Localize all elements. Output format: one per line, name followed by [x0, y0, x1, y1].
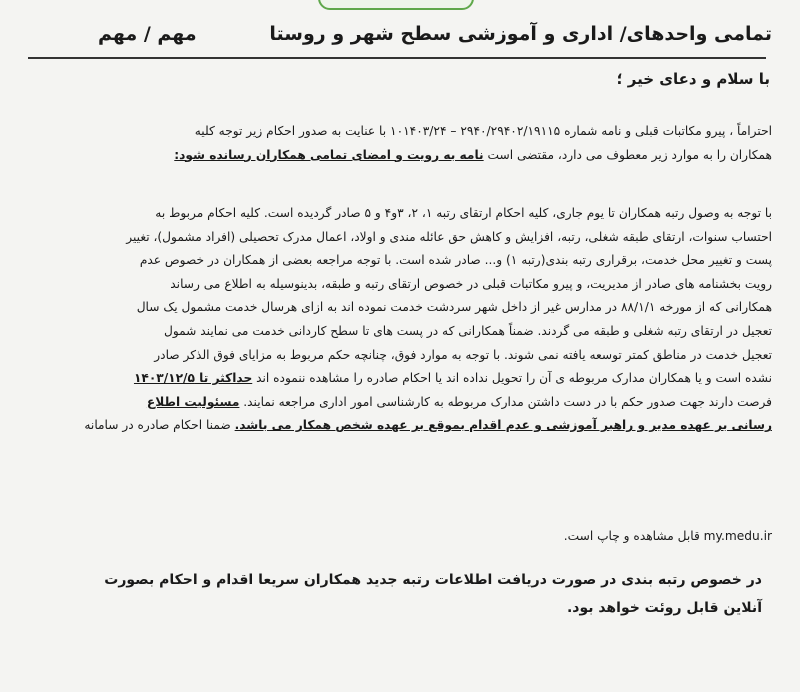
- paragraph-line: با توجه به وصول رتبه همکاران تا یوم جاری، کلیه احکام ارتقای رتبه ۱، ۲، ۳و۴ و ۵ صادر گردیده است. کلیه احکام مربوط به: [155, 206, 772, 220]
- paragraph-body: [28, 202, 772, 438]
- paragraph-text: همکاران را به موارد زیر معطوف می دارد، مقتضی است: [487, 147, 772, 162]
- paragraph-text: ضمنا احکام صادره در سامانه: [84, 418, 231, 433]
- letter-header: [28, 18, 772, 50]
- portal-domain: my.medu.ir: [703, 529, 772, 543]
- greeting: با سلام و دعای خیر ؛: [616, 70, 770, 88]
- paragraph-line: همکارانی که از مورخه ۸۸/۱/۱ در مدارس غیر از داخل شهر سردشت خدمت نموده اند به ازای هرسال خدمت مشمول یک سال: [136, 300, 772, 315]
- recipient-heading: تمامی واحدهای/ اداری و آموزشی سطح شهر و روستا: [269, 23, 772, 45]
- deadline-emphasis: حداکثر تا ۱۴۰۳/۱۲/۵: [133, 371, 253, 386]
- responsibility-emphasis-continued: رسانی بر عهده مدیر و راهبر آموزشی و عدم اقدام بموقع بر عهده شخص همکار می باشد.: [234, 418, 772, 433]
- paragraph-line: [28, 144, 772, 168]
- top-tab-decoration: [318, 0, 474, 10]
- paragraph-line: رویت بخشنامه های صادر از مدیریت، و پیرو مکاتبات قبلی در خصوص ارتقای رتبه و طبقه، بدینوسیله به اطلاع می رساند: [170, 276, 772, 291]
- paragraph-portal: [28, 525, 772, 549]
- paragraph-line: پست و تغییر محل خدمت، برقراری رتبه بندی(رتبه ۱) و... صادر شده است. با توجه مراجعه بعضی از همکاران در خصوص عدم: [139, 253, 772, 268]
- paragraph-line: تعجیل در ارتقای رتبه شغلی و طبقه می گردند. ضمناً همکارانی که در پست های تا سطح کاردانی خدمت می نمایند شمول: [163, 323, 772, 338]
- closing-line: آنلاین قابل روئت خواهد بود.: [566, 600, 762, 616]
- paragraph-line: احتراماً ، پیرو مکاتبات قبلی و نامه شماره ۲۹۴۰/۲۹۴۰۲/۱۹۱۱۵ – ۱۰۱۴۰۳/۲۴ با عنایت به صدور احکام زیر توجه کلیه: [194, 124, 772, 138]
- paragraph-text: نشده است و یا همکاران مدارک مربوطه ی آن را تحویل نداده اند یا احکام صادره را مشاهده ننموده اند: [256, 371, 772, 386]
- emphasis-text: نامه به رویت و امضای تمامی همکاران رسانده شود:: [174, 147, 484, 162]
- closing-statement: [40, 566, 762, 622]
- paragraph-text: فرصت دارند جهت صدور حکم با در دست داشتن مدارک مربوطه به کارشناسی امور اداری مراجعه نمایند.: [243, 394, 772, 409]
- priority-label: مهم / مهم: [98, 23, 197, 45]
- paragraph-line: [28, 525, 772, 549]
- paragraph-line: [28, 414, 772, 438]
- header-divider: [28, 57, 766, 59]
- paragraph-line: [28, 391, 772, 415]
- closing-line: در خصوص رتبه بندی در صورت دریافت اطلاعات رتبه جدید همکاران سریعا اقدام و احکام بصورت: [104, 572, 762, 588]
- paragraph-line: تعجیل خدمت در مناطق کمتر توسعه یافته نمی شوند. با توجه به موارد فوق، چنانچه حکم مربوط به مزایای فوق الذکر صادر: [154, 347, 772, 362]
- paragraph-text: قابل مشاهده و چاپ است.: [563, 529, 700, 543]
- paragraph-intro: [28, 120, 772, 167]
- responsibility-emphasis: مسئولیت اطلاع: [146, 394, 240, 409]
- paragraph-line: [28, 367, 772, 391]
- paragraph-line: احتساب سنوات، ارتقای طبقه شغلی، رتبه، افزایش و کاهش حق عائله مندی و اولاد، اعمال مدرک تحصیلی (افراد مشمول)، تغییر: [126, 229, 772, 244]
